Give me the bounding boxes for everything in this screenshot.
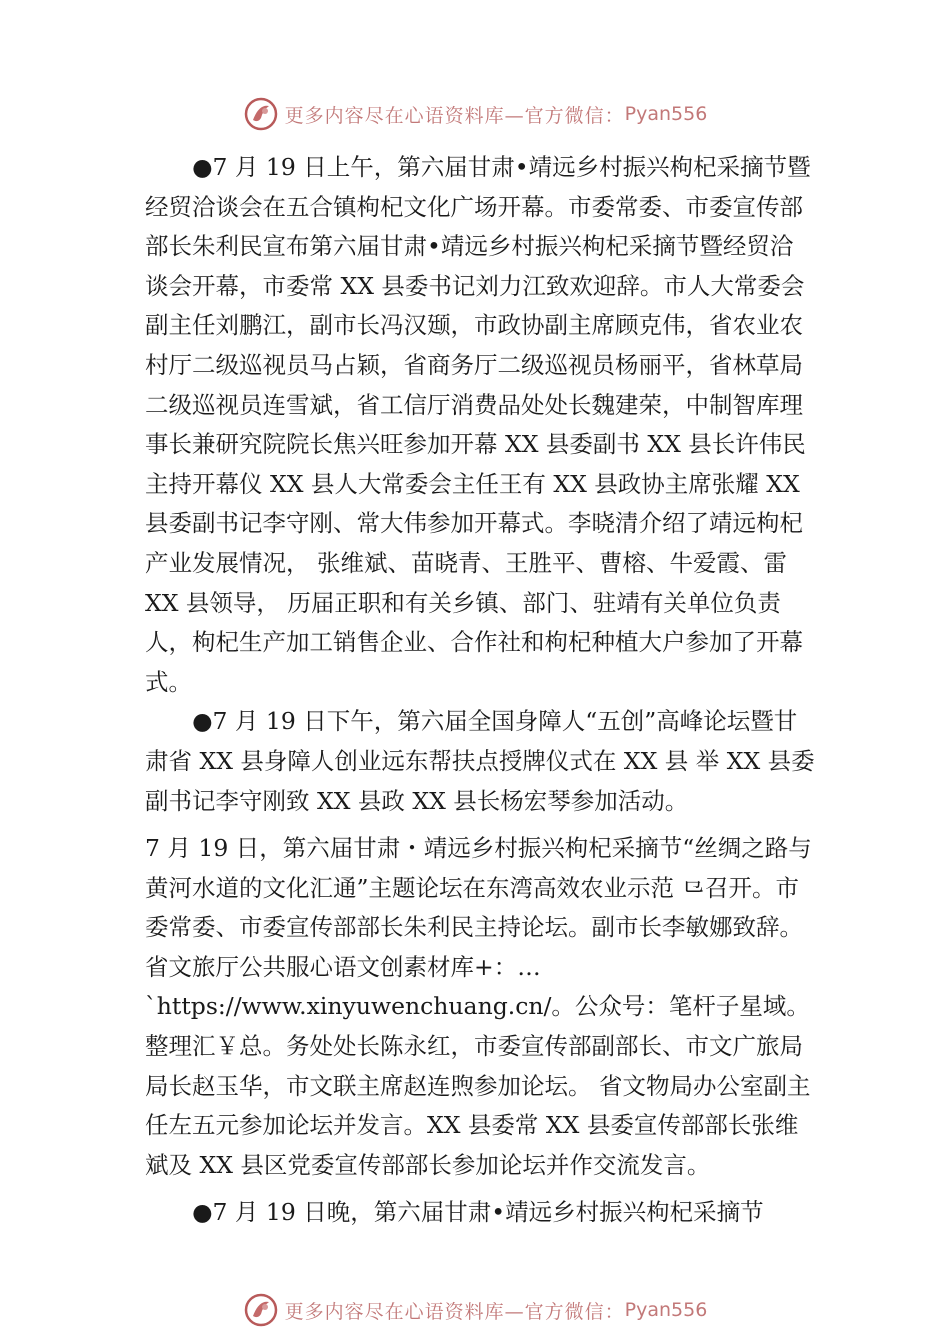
header-banner <box>0 94 950 134</box>
paragraph-forum: 7 月 19 日，第六届甘肃・靖远乡村振兴枸杞采摘节“丝绸之路与黄河水道的文化汇通”主题论坛在东湾高效农业示范 ⺋召开。市委常委、市委宣传部部长朱利民主持论坛。副市长李敏娜致辞。省文旅厅公共服心语文创素材库+：…`https://www.xinyuwenchuang.cn/。公众号：笔杆子星域。整理汇￥总。务处处长陈永红，市委宣传部副部长、市文广旅局局长赵玉华，市文联主席赵连煦参加论坛。 省文物局办公室副主任左五元参加论坛并发言。XX 县委常 XX 县委宣传部部长张维斌及 XX 县区党委宣传部部长参加论坛并作交流发言。 <box>145 834 812 1179</box>
document-body <box>145 148 815 1233</box>
paragraph-opening: ●7 月 19 日上午，第六届甘肃•靖远乡村振兴枸杞采摘节暨经贸洽谈会在五合镇枸杞文化广场开幕。市委常委、市委宣传部部长朱利民宣布第六届甘肃•靖远乡村振兴枸杞采摘节暨经贸洽谈会开幕，市委常 XX 县委书记刘力江致欢迎辞。市人大常委会副主任刘鹏江，副市长冯汉颋，市政协副主席顾克伟，省农业农村厅二级巡视员马占颖，省商务厅二级巡视员杨丽平，省林草局二级巡视员连雪斌，省工信厅消费品处处长魏建荣，中制智库理事长兼研究院院长焦兴旺参加开幕 XX 县委副书 XX 县长许伟民主持开幕仪 XX 县人大常委会主任王有 XX 县政协主席张耀 XX 县委副书记李守刚、常大伟参加开幕式。李晓清介绍了靖远枸杞产业发展情况， 张维斌、苗晓青、王胜平、曹榕、牛爱霞、雷 XX 县领导， 历届正职和有关乡镇、部门、驻靖有关单位负责人，枸杞生产加工销售企业、合作社和枸杞种植大户参加了开幕式。 <box>145 153 811 696</box>
seal-logo-icon <box>243 96 279 132</box>
banner-wechat-id: Pyan556 <box>624 1299 708 1321</box>
paragraph-evening: ●7 月 19 日晚，第六届甘肃•靖远乡村振兴枸杞采摘节 <box>192 1198 764 1227</box>
banner-text: 更多内容尽在心语资料库—官方微信： <box>284 104 625 127</box>
banner-text: 更多内容尽在心语资料库—官方微信： <box>284 1300 625 1323</box>
seal-logo-icon <box>243 1292 279 1328</box>
banner-wechat-id: Pyan556 <box>624 103 708 125</box>
paragraph-afternoon: ●7 月 19 日下午，第六届全国身障人“五创”高峰论坛暨甘肃省 XX 县身障人创业远东帮扶点授牌仪式在 XX 县 举 XX 县委副书记李守刚致 XX 县政 XX 县长杨宏琴参加活动。 <box>145 707 815 815</box>
footer-banner <box>0 1290 950 1330</box>
